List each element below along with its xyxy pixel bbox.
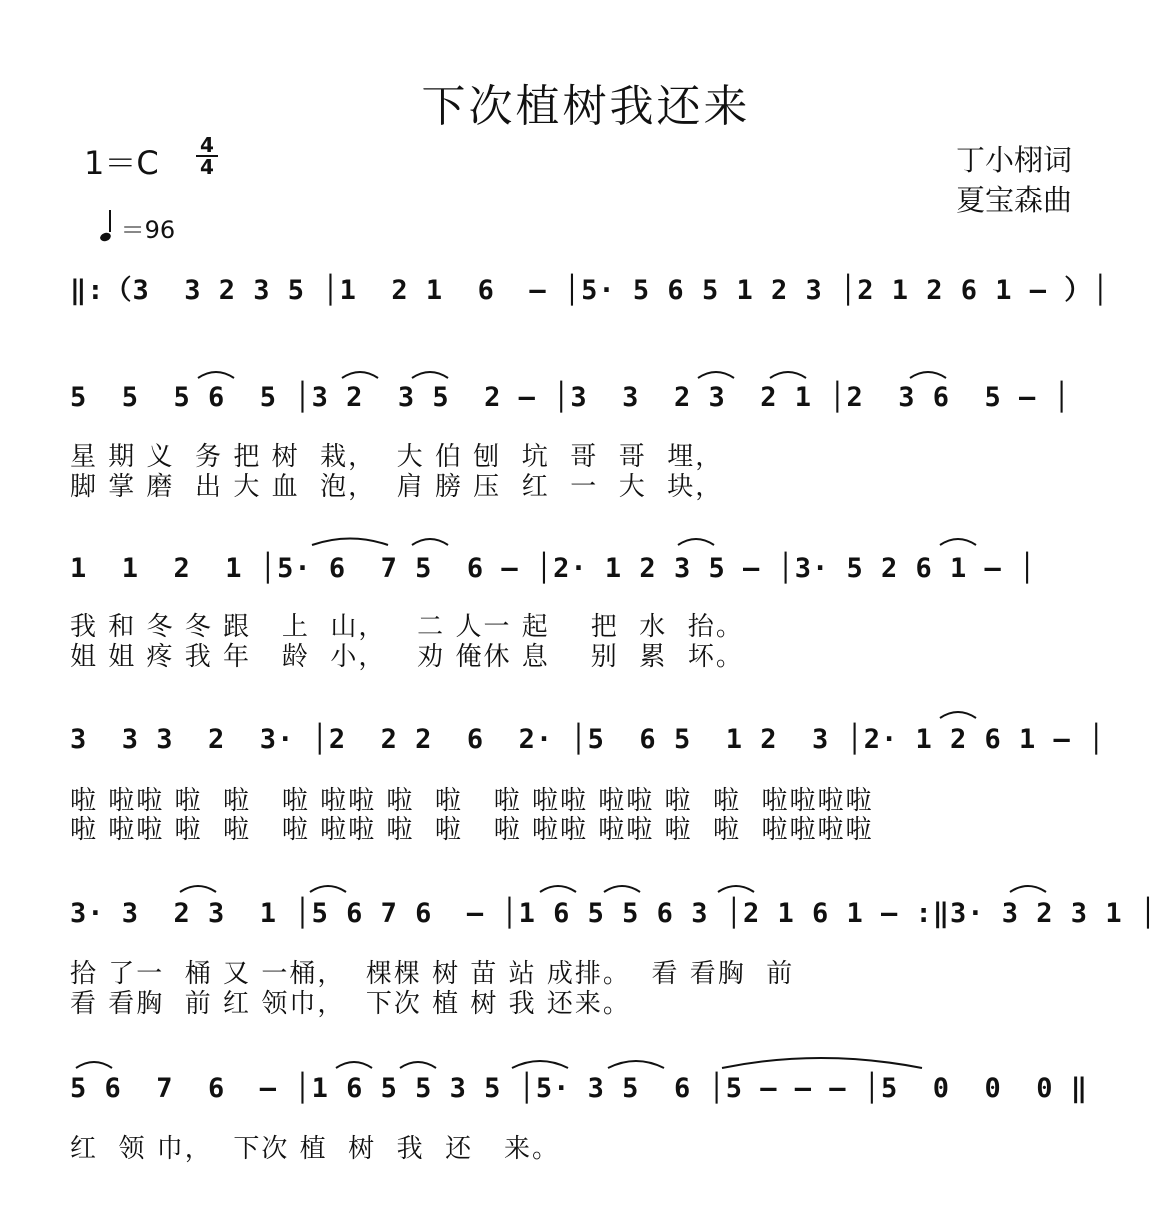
slur-arc — [312, 539, 388, 546]
lyric-line-2-verse-1: 星 期 义 务 把 树 栽， 大 伯 刨 坑 哥 哥 埋， — [70, 442, 724, 472]
lyric-line-2-verse-2: 脚 掌 磨 出 大 血 泡， 肩 膀 压 红 一 大 块， — [70, 472, 724, 502]
slur-arc — [678, 539, 714, 545]
slur-arc — [412, 372, 448, 378]
slur-arc — [722, 1058, 922, 1068]
lyric-line-5-verse-2: 看 看胸 前 红 领巾， 下次 植 树 我 还来。 — [70, 989, 631, 1019]
slur-arc — [940, 539, 976, 545]
slur-arc — [342, 372, 378, 378]
notation-line-2: 5 5 5 6 5 │3 2 3 5 2 — │3 3 2 3 2 1 │2 3 6 5 — │ — [70, 382, 1071, 413]
notation-line-6: 5 6 7 6 — │1 6 5 5 3 5 │5· 3 5 6 │5 — — — │5 0 0 0 ‖ — [70, 1073, 1089, 1104]
slur-arc — [512, 1061, 568, 1068]
slur-arc — [310, 886, 346, 892]
song-title: 下次植树我还来 — [421, 81, 751, 132]
slur-arc — [608, 1061, 664, 1068]
slur-arc — [180, 886, 216, 892]
composer: 夏宝森曲 — [955, 183, 1072, 217]
lyric-line-5-verse-1: 拾 了一 桶 又 一桶， 棵棵 树 苗 站 成排。 看 看胸 前 — [70, 959, 795, 989]
slur-arc — [76, 1062, 112, 1068]
notation-line-4: 3 3 3 2 3· │2 2 2 6 2· │5 6 5 1 2 3 │2· 1 2 6 1 — │ — [70, 724, 1106, 755]
slur-arc — [336, 1062, 372, 1068]
slur-arc — [940, 712, 976, 718]
slur-arc — [770, 372, 806, 378]
notation-line-1: ‖:（3 3 2 3 5 │1 2 1 6 — │5· 5 6 5 1 2 3 │2 1 2 6 1 — ）│ — [70, 275, 1110, 306]
slur-arc — [604, 886, 640, 892]
key-signature: 1＝C — [84, 144, 159, 182]
lyric-line-3-verse-2: 姐 姐 疼 我 年 龄 小， 劝 俺休 息 别 累 坏。 — [70, 642, 744, 672]
slur-arc — [412, 539, 448, 545]
tempo-value: ＝96 — [120, 216, 176, 244]
notation-line-5: 3· 3 2 3 1 │5 6 7 6 — │1 6 5 5 6 3 │2 1 6 1 — :‖3· 3 2 3 1 │ — [70, 898, 1158, 929]
notation-line-3: 1 1 2 1 │5· 6 7 5 6 — │2· 1 2 3 5 — │3· 5 2 6 1 — │ — [70, 553, 1037, 584]
lyric-line-6-verse-1: 红 领 巾， 下次 植 树 我 还 来。 — [70, 1134, 560, 1164]
slur-arc — [910, 372, 946, 378]
time-signature-bottom: 4 — [200, 155, 214, 179]
lyricist: 丁小栩词 — [955, 143, 1072, 177]
lyric-line-4-verse-2: 啦 啦啦 啦 啦 啦 啦啦 啦 啦 啦 啦啦 啦啦 啦 啦 啦啦啦啦 — [70, 815, 874, 845]
slur-arc — [198, 372, 234, 378]
slur-arc — [540, 886, 576, 892]
time-signature-top: 4 — [200, 133, 214, 157]
slur-arc — [400, 1062, 436, 1068]
lyric-line-4-verse-1: 啦 啦啦 啦 啦 啦 啦啦 啦 啦 啦 啦啦 啦啦 啦 啦 啦啦啦啦 — [70, 786, 874, 816]
slur-arc — [718, 886, 754, 892]
slur-arc — [698, 372, 734, 378]
lyric-line-3-verse-1: 我 和 冬 冬 跟 上 山， 二 人一 起 把 水 抬。 — [70, 612, 744, 642]
slur-arc — [1010, 886, 1046, 892]
